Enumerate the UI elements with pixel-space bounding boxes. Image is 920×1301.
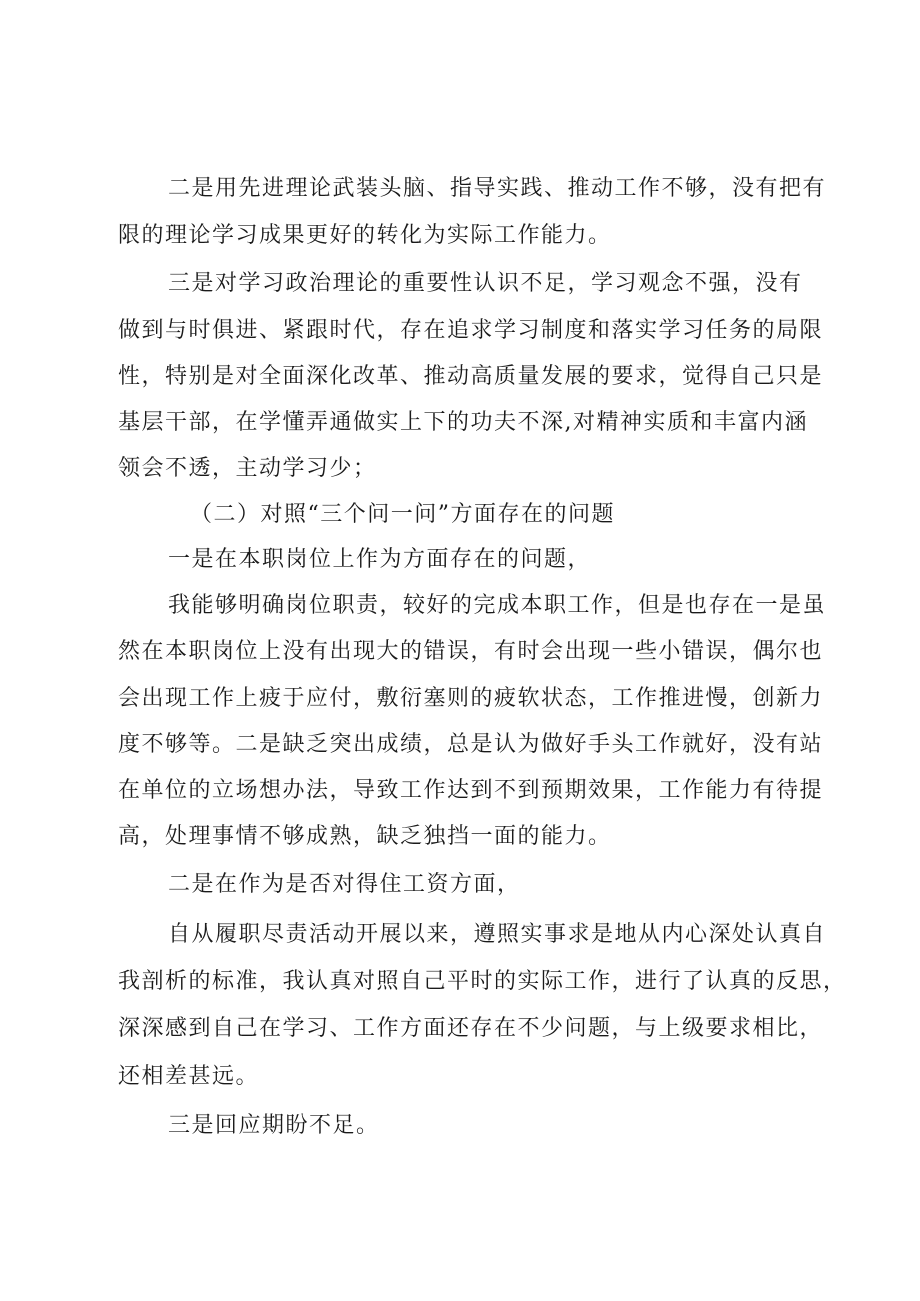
paragraph-line-4: 做到与时俱进、紧跟时代，存在追求学习制度和落实学习任务的局限 (118, 318, 824, 343)
paragraph-line-7: 领会不透，主动学习少； (118, 456, 377, 481)
paragraph-line-11: 然在本职岗位上没有出现大的错误，有时会出现一些小错误，偶尔也 (118, 639, 824, 664)
paragraph-line-21: 三是回应期盼不足。 (168, 1113, 380, 1138)
paragraph-line-1: 二是用先进理论武装头脑、指导实践、推动工作不够，没有把有 (168, 176, 827, 201)
paragraph-line-10: 我能够明确岗位职责，较好的完成本职工作，但是也存在一是虽 (168, 593, 827, 618)
paragraph-line-18: 我剖析的标准，我认真对照自己平时的实际工作，进行了认真的反思， (118, 969, 847, 994)
paragraph-line-5: 性，特别是对全面深化改革、推动高质量发展的要求，觉得自己只是 (118, 364, 824, 389)
paragraph-line-2: 限的理论学习成果更好的转化为实际工作能力。 (118, 223, 612, 248)
paragraph-line-13: 度不够等。二是缺乏突出成绩，总是认为做好手头工作就好，没有站 (118, 732, 824, 757)
paragraph-line-16: 二是在作为是否对得住工资方面， (168, 872, 521, 897)
paragraph-line-9: 一是在本职岗位上作为方面存在的问题， (168, 547, 592, 572)
paragraph-line-20: 还相差甚远。 (118, 1064, 260, 1089)
paragraph-line-15: 高，处理事情不够成熟，缺乏独挡一面的能力。 (118, 824, 612, 849)
paragraph-line-19: 深深感到自己在学习、工作方面还存在不少问题，与上级要求相比， (118, 1016, 824, 1041)
paragraph-line-12: 会出现工作上疲于应付，敷衍塞则的疲软状态，工作推进慢，创新力 (118, 686, 824, 711)
section-heading: （二）对照“三个问一问”方面存在的问题 (190, 502, 615, 527)
paragraph-line-17: 自从履职尽责活动开展以来，遵照实事求是地从内心深处认真自 (168, 922, 827, 947)
paragraph-line-3: 三是对学习政治理论的重要性认识不足，学习观念不强，没有 (168, 271, 803, 296)
paragraph-line-6: 基层干部，在学懂弄通做实上下的功夫不深,对精神实质和丰富内涵 (118, 410, 808, 435)
paragraph-line-14: 在单位的立场想办法，导致工作达到不到预期效果，工作能力有待提 (118, 778, 824, 803)
